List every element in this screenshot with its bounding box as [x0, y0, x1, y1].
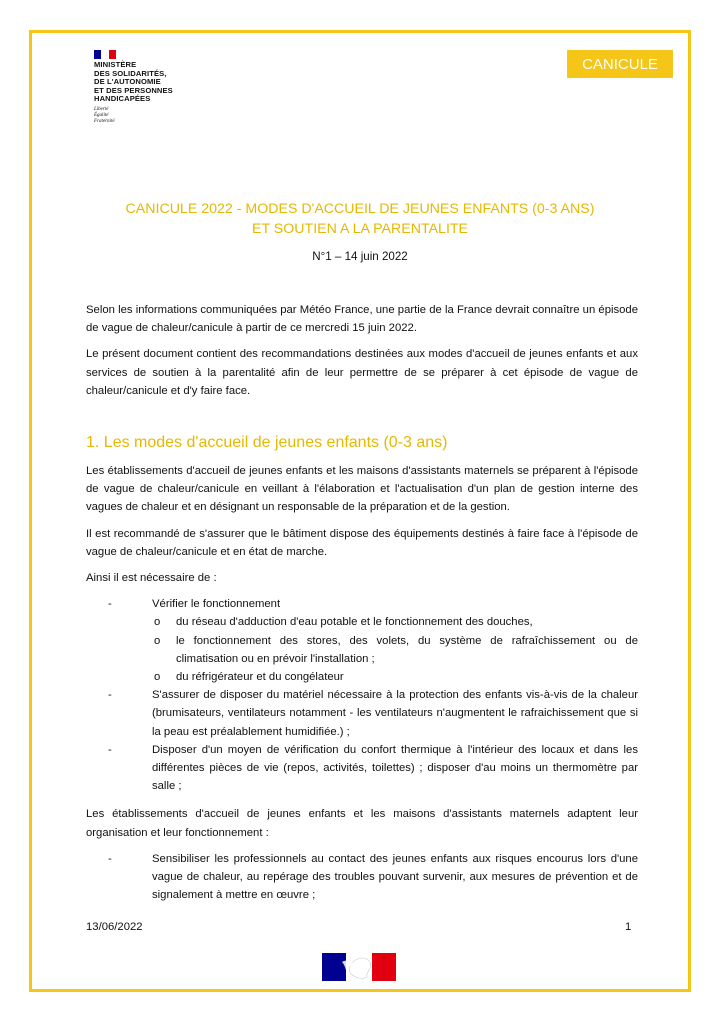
- dash-bullet: -: [108, 598, 112, 611]
- body-paragraph: Ainsi il est nécessaire de :: [86, 572, 217, 585]
- list-item-text: Sensibiliser les professionnels au contact des jeunes enfants aux risques encourus lors d'une vague de chaleur, au repérage des troubles pouvant survenir, aux mesures de prévention et de signalement à mettre en œuvre ;: [152, 852, 638, 902]
- flag-white: [101, 50, 108, 59]
- sublist-item: [152, 668, 638, 686]
- dash-bullet: -: [108, 689, 112, 702]
- motto-line: Liberté: [94, 106, 109, 112]
- motto-line: Fraternité: [94, 118, 115, 124]
- section-heading: 1. Les modes d'accueil de jeunes enfants (0-3 ans): [86, 434, 448, 452]
- footer-date: 13/06/2022: [86, 921, 143, 933]
- sublist-item: [152, 613, 638, 631]
- checklist: [86, 850, 638, 905]
- list-item-text: S'assurer de disposer du matériel nécessaire à la protection des enfants vis-à-vis de la chaleur (brumisateurs, ventilateurs notamment - les ventilateurs n'augmentent le rafraichissement que si la peau est préalablement humidifiée.) ;: [152, 689, 638, 738]
- circle-bullet: o: [154, 671, 161, 684]
- ministry-line: HANDICAPÉES: [94, 94, 151, 104]
- list-item: [86, 595, 638, 686]
- ministry-line: DE L'AUTONOMIE: [94, 77, 161, 87]
- canicule-badge: CANICULE: [567, 50, 673, 78]
- ministry-line: ET DES PERSONNES: [94, 85, 173, 95]
- list-item-text: Vérifier le fonctionnement: [152, 598, 281, 611]
- intro-paragraph: Le présent document contient des recommandations destinées aux modes d'accueil de jeunes enfants et aux services de soutien à la parentalité afin de leur permettre de se préparer à cet épisode de vague de chaleur/canicule et d'y faire face.: [86, 348, 638, 397]
- motto: [94, 107, 173, 124]
- circle-bullet: o: [154, 634, 161, 647]
- flag-red: [109, 50, 116, 59]
- ministry-line: DES SOLIDARITÉS,: [94, 68, 167, 78]
- document-number-date: N°1 – 14 juin 2022: [312, 250, 408, 263]
- dash-bullet: -: [108, 743, 112, 756]
- french-flag-icon: [94, 50, 116, 59]
- sublist-item-text: du réfrigérateur et du congélateur: [176, 671, 344, 684]
- list-item: [86, 850, 638, 905]
- list-item: [86, 686, 638, 741]
- list-item-text: Disposer d'un moyen de vérification du confort thermique à l'intérieur des locaux et dans les différentes pièces de vie (repos, activités, toilettes) ; disposer d'au moins un thermomètre par salle ;: [152, 743, 638, 793]
- body-paragraph: Les établissements d'accueil de jeunes enfants et les maisons d'assistants maternels adaptent leur organisation et leur fonctionnement :: [86, 808, 638, 839]
- motto-line: Égalité: [94, 112, 109, 118]
- title-line-2: ET SOUTIEN A LA PARENTALITE: [251, 221, 469, 237]
- document-body: [86, 301, 638, 914]
- document-title: [80, 199, 640, 239]
- sublist-item-text: du réseau d'adduction d'eau potable et le fonctionnement des douches,: [176, 616, 533, 629]
- ministry-logo: [94, 50, 173, 124]
- circle-bullet: o: [154, 616, 161, 629]
- sublist-item: [152, 632, 638, 668]
- flag-blue: [94, 50, 101, 59]
- logo-red-band: [372, 953, 396, 981]
- marianne-logo-icon: [322, 953, 396, 981]
- intro-paragraph: Selon les informations communiquées par Météo France, une partie de la France devrait connaître un épisode de vague de chaleur/canicule à partir de ce mercredi 15 juin 2022.: [86, 304, 638, 335]
- body-paragraph: Les établissements d'accueil de jeunes enfants et les maisons d'assistants maternels se préparent à l'épisode de vague de chaleur/canicule en veillant à l'élaboration et l'actualisation d'un plan de gestion interne des vagues de chaleur et en désignant un responsable de la préparation et de la gestion.: [86, 465, 638, 514]
- dash-bullet: -: [108, 852, 112, 865]
- sublist: [152, 613, 638, 686]
- ministry-line: MINISTÈRE: [94, 60, 137, 69]
- list-item: [86, 741, 638, 796]
- logo-blue-band: [322, 953, 346, 981]
- title-line-1: CANICULE 2022 - MODES D'ACCUEIL DE JEUNES ENFANTS (0-3 ANS): [125, 201, 595, 217]
- checklist: [86, 595, 638, 795]
- sublist-item-text: le fonctionnement des stores, des volets, du système de rafraîchissement ou de climatisation ou en prévoir l'installation ;: [176, 634, 638, 665]
- body-paragraph: Il est recommandé de s'assurer que le bâtiment dispose des équipements destinés à faire face à l'épisode de vague de chaleur/canicule et en état de marche.: [86, 527, 638, 558]
- page-number: 1: [625, 921, 632, 933]
